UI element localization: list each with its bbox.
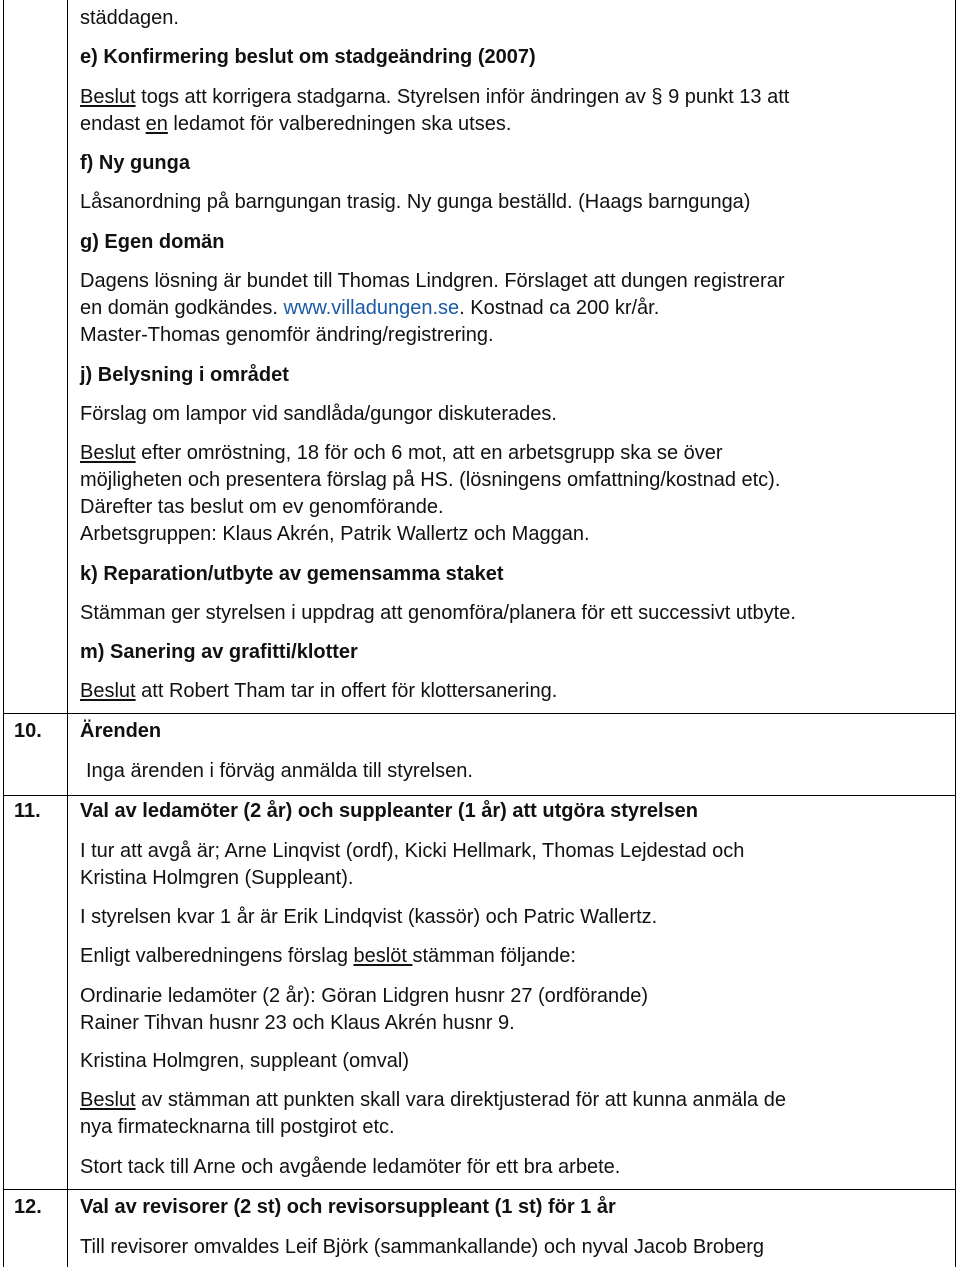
body-text-line	[80, 8, 179, 28]
body-text-line	[80, 1117, 395, 1137]
text-run: endast	[80, 113, 146, 135]
text-run: Enligt valberedningens förslag	[80, 945, 354, 967]
body-text-line	[80, 470, 780, 490]
body-text-line	[86, 761, 473, 781]
text-run: Förslag om lampor vid sandlåda/gungor diskuterades.	[80, 403, 557, 425]
text-run: Kristina Holmgren (Suppleant).	[80, 867, 354, 889]
body-text-line	[80, 681, 557, 701]
body-text-line	[80, 114, 511, 134]
section-heading	[80, 642, 358, 662]
text-run: stämman följande:	[412, 945, 576, 967]
text-run: Stämman ger styrelsen i uppdrag att genomföra/planera för ett successivt utbyte.	[80, 602, 796, 624]
text-run: Ordinarie ledamöter (2 år): Göran Lidgren husnr 27 (ordförande)	[80, 985, 649, 1007]
text-run: Låsanordning på barngungan trasig. Ny gunga beställd. (Haags barngunga)	[80, 191, 751, 213]
body-text-line	[80, 907, 657, 927]
table-column-divider	[67, 0, 68, 1267]
text-run: Dagens lösning är bundet till Thomas Lindgren. Förslaget att dungen registrerar	[80, 270, 785, 292]
underlined-keyword: Beslut	[80, 442, 136, 464]
body-text-line	[80, 404, 557, 424]
underlined-keyword: en	[145, 113, 168, 135]
body-text-line	[80, 1090, 786, 1110]
text-run: Ärenden	[80, 720, 162, 742]
body-text-line	[80, 1157, 620, 1177]
underlined-keyword: Beslut	[80, 680, 136, 702]
text-run: m) Sanering av grafitti/klotter	[80, 641, 358, 663]
text-run: togs att korrigera stadgarna. Styrelsen inför ändringen av § 9 punkt 13 att	[135, 86, 790, 108]
body-text-line	[80, 603, 796, 623]
text-run: Master-Thomas genomför ändring/registrering.	[80, 324, 494, 346]
underlined-keyword: Beslut	[80, 1089, 136, 1111]
text-run: Inga ärenden i förväg anmälda till styrelsen.	[86, 760, 473, 782]
row-divider	[3, 1189, 956, 1190]
body-text-line	[80, 868, 353, 888]
item-number: 11.	[14, 800, 41, 822]
row-divider	[3, 795, 956, 796]
text-run: Kristina Holmgren, suppleant (omval)	[80, 1050, 410, 1072]
text-run: j) Belysning i området	[80, 364, 289, 386]
row-divider	[3, 713, 956, 714]
section-heading	[80, 564, 504, 584]
text-run: g) Egen domän	[80, 231, 225, 253]
text-run: Arbetsgruppen: Klaus Akrén, Patrik Wallertz och Maggan.	[80, 523, 590, 545]
body-text-line	[80, 87, 789, 107]
body-text-line	[80, 325, 494, 345]
table-right-border	[955, 0, 956, 1267]
body-text-line	[80, 497, 444, 517]
section-heading	[80, 721, 161, 741]
underlined-keyword: Beslut	[80, 86, 136, 108]
section-heading	[80, 365, 289, 385]
text-run: e) Konfirmering beslut om stadgeändring (2007)	[80, 46, 536, 68]
text-run: Därefter tas beslut om ev genomförande.	[80, 496, 444, 518]
website-link[interactable]: www.villadungen.se	[283, 297, 460, 319]
section-heading	[80, 232, 224, 252]
underlined-keyword: beslöt	[353, 945, 413, 967]
section-heading	[80, 1197, 616, 1217]
text-run: . Kostnad ca 200 kr/år.	[459, 297, 660, 319]
body-text-line	[80, 192, 750, 212]
text-run: städdagen.	[80, 7, 179, 29]
body-text-line	[80, 1013, 515, 1033]
text-run: f) Ny gunga	[80, 152, 190, 174]
item-number: 10.	[14, 720, 42, 742]
body-text-line	[80, 1051, 409, 1071]
body-text-line	[80, 524, 590, 544]
text-run: en domän godkändes.	[80, 297, 284, 319]
body-text-line	[80, 841, 744, 861]
table-left-border	[3, 0, 4, 1267]
text-run: av stämman att punkten skall vara direktjusterad för att kunna anmäla de	[135, 1089, 786, 1111]
section-heading	[80, 47, 536, 67]
body-text-line	[80, 946, 576, 966]
text-run: Till revisorer omvaldes Leif Björk (sammankallande) och nyval Jacob Broberg	[80, 1236, 764, 1258]
body-text-line	[80, 271, 784, 291]
body-text-line	[80, 443, 723, 463]
text-run: Val av ledamöter (2 år) och suppleanter (1 år) att utgöra styrelsen	[80, 800, 698, 822]
text-run: ledamot för valberedningen ska utses.	[167, 113, 512, 135]
text-run: nya firmatecknarna till postgirot etc.	[80, 1116, 395, 1138]
section-heading	[80, 801, 698, 821]
text-run: I tur att avgå är; Arne Linqvist (ordf), Kicki Hellmark, Thomas Lejdestad och	[80, 840, 745, 862]
body-text-line	[80, 298, 659, 318]
text-run: Val av revisorer (2 st) och revisorsuppleant (1 st) för 1 år	[80, 1196, 616, 1218]
text-run: efter omröstning, 18 för och 6 mot, att en arbetsgrupp ska se över	[135, 442, 723, 464]
body-text-line	[80, 1237, 764, 1257]
text-run: att Robert Tham tar in offert för klottersanering.	[135, 680, 558, 702]
text-run: Rainer Tihvan husnr 23 och Klaus Akrén husnr 9.	[80, 1012, 515, 1034]
text-run: möjligheten och presentera förslag på HS. (lösningens omfattning/kostnad etc).	[80, 469, 781, 491]
section-heading	[80, 153, 190, 173]
body-text-line	[80, 986, 648, 1006]
text-run: k) Reparation/utbyte av gemensamma staket	[80, 563, 504, 585]
text-run: Stort tack till Arne och avgående ledamöter för ett bra arbete.	[80, 1156, 621, 1178]
text-run: I styrelsen kvar 1 år är Erik Lindqvist (kassör) och Patric Wallertz.	[80, 906, 658, 928]
item-number: 12.	[14, 1196, 42, 1218]
